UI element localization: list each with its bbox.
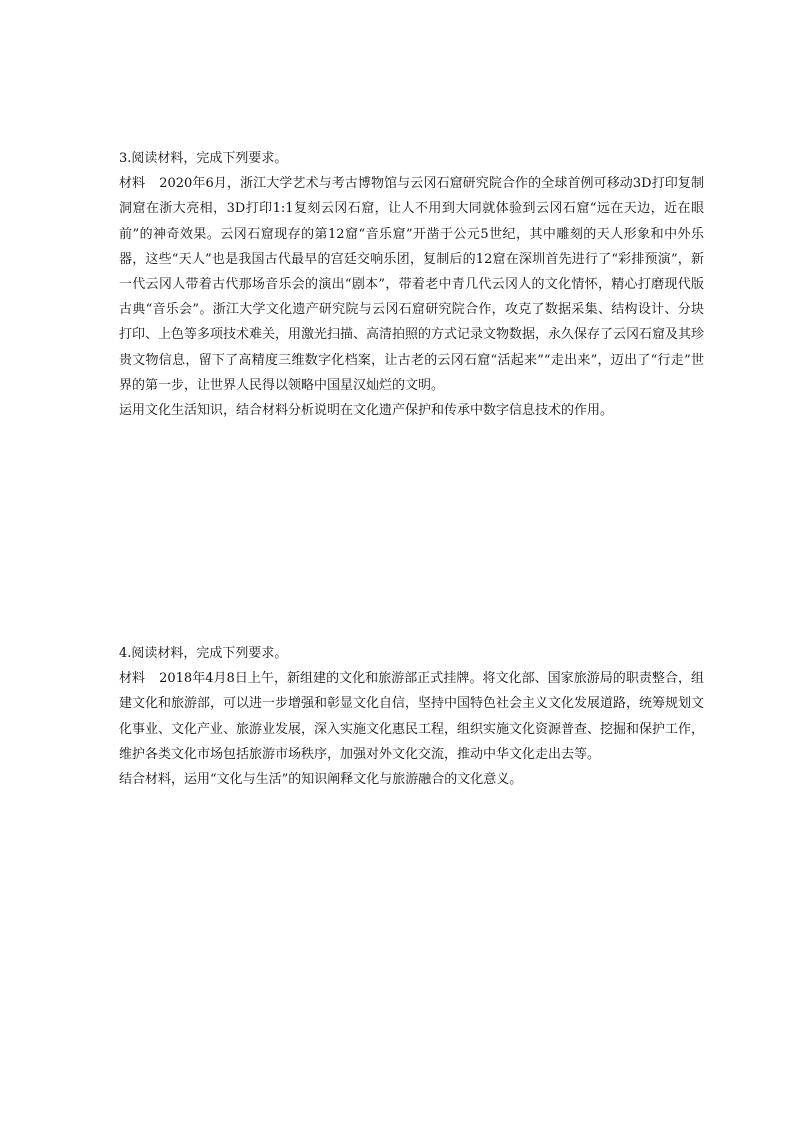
material-label: 材料 bbox=[119, 671, 146, 687]
question-task: 运用文化生活知识，结合材料分析说明在文化遗产保护和传承中数字信息技术的作用。 bbox=[119, 403, 614, 419]
question-3 bbox=[119, 146, 704, 423]
material-text: 2020年6月，浙江大学艺术与考古博物馆与云冈石窟研究院合作的全球首例可移动3D打印复制洞窟在浙大亮相，3D打印1:1复刻云冈石窟，让人不用到大同就体验到云冈石窟“远在天边，近在眼前”的神奇效果。云冈石窟现存的第12窟“音乐窟”开凿于公元5世纪，其中雕刻的天人形象和中外乐器，这些“天人”也是我国古代最早的宫廷交响乐团，复制后的12窟在深圳首先进行了“彩排预演”，新一代云冈人带着古代那场音乐会的演出“剧本”，带着老中青几代云冈人的文化情怀，精心打磨现代版古典“音乐会”。浙江大学文化遗产研究院与云冈石窟研究院合作，攻克了数据采集、结构设计、分块打印、上色等多项技术难关，用激光扫描、高清拍照的方式记录文物数据，永久保存了云冈石窟及其珍贵文物信息，留下了高精度三维数字化档案，让古老的云冈石窟“活起来”“走出来”，迈出了“行走”世界的第一步，让世界人民得以领略中国星汉灿烂的文明。 bbox=[119, 176, 705, 393]
question-4 bbox=[119, 641, 704, 792]
material-label: 材料 bbox=[119, 176, 146, 192]
question-task: 结合材料，运用“文化与生活”的知识阐释文化与旅游融合的文化意义。 bbox=[119, 772, 523, 788]
material-paragraph bbox=[119, 171, 704, 398]
question-title: 3.阅读材料，完成下列要求。 bbox=[119, 151, 288, 166]
question-title: 4.阅读材料，完成下列要求。 bbox=[119, 646, 288, 661]
material-paragraph bbox=[119, 666, 704, 767]
material-text: 2018年4月8日上午，新组建的文化和旅游部正式挂牌。将文化部、国家旅游局的职责整合，组建文化和旅游部，可以进一步增强和彰显文化自信，坚持中国特色社会主义文化发展道路，统筹规划文化事业、文化产业、旅游业发展，深入实施文化惠民工程，组织实施文化资源普查、挖掘和保护工作，维护各类文化市场包括旅游市场秩序，加强对外文化交流，推动中华文化走出去等。 bbox=[119, 671, 705, 762]
